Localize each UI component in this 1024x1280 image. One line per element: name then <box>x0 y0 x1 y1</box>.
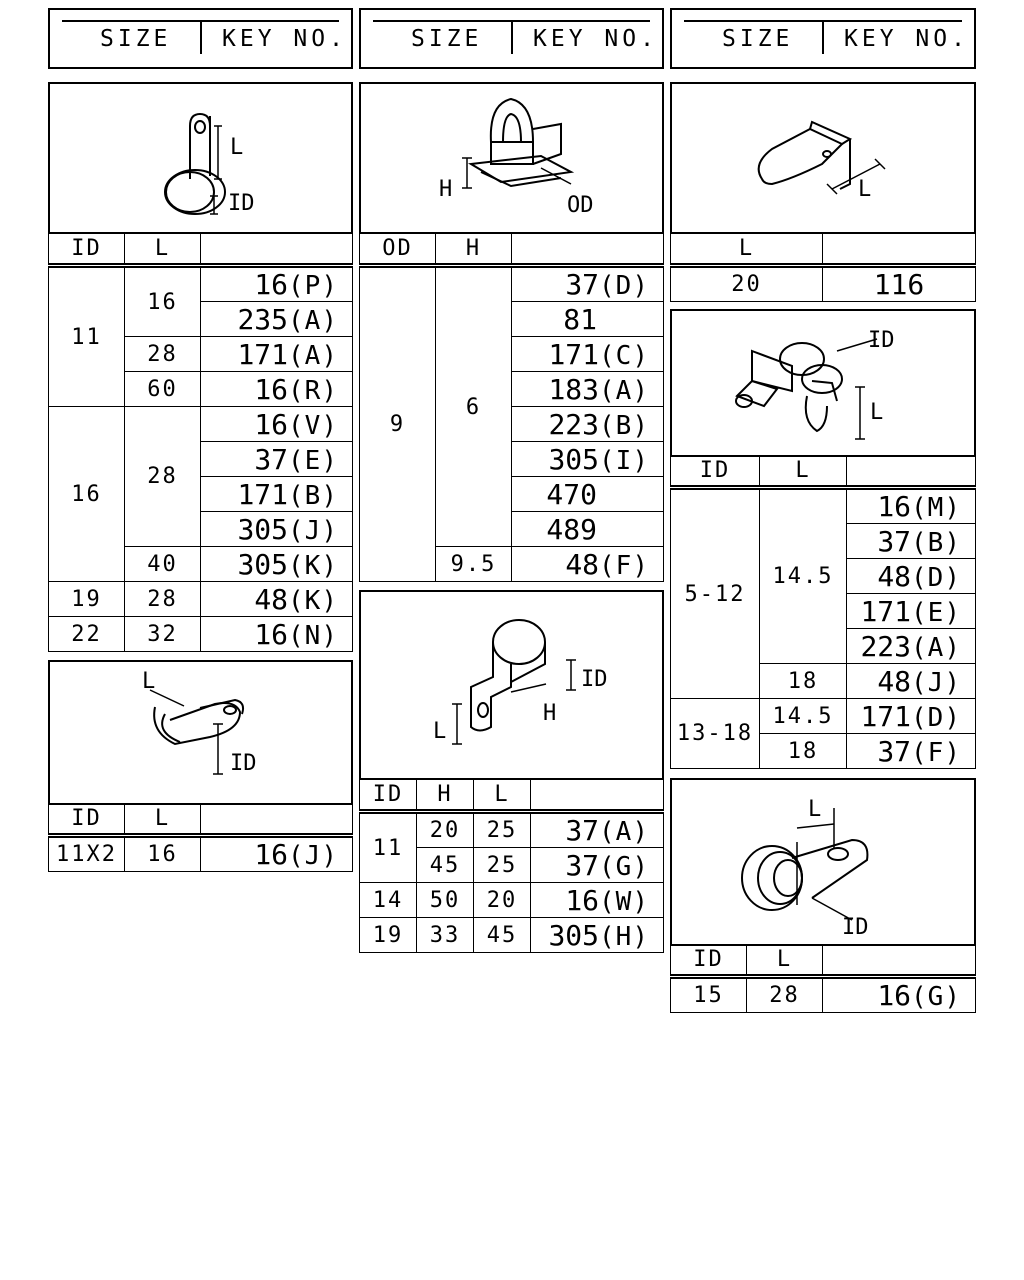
table-row: 60 16(R) <box>49 372 353 407</box>
table-row: 40 305(K) <box>49 547 353 582</box>
dim-h-label: H <box>439 177 453 202</box>
table-row: 11 16 16(P) <box>49 266 353 302</box>
dim-l-label: L <box>870 400 884 425</box>
clip-c-table <box>359 233 664 582</box>
clip-f-table <box>670 455 976 769</box>
dim-l-label: L <box>142 669 156 694</box>
table-row: 235(A) <box>49 302 353 337</box>
dim-l-label: L <box>433 719 447 744</box>
col-l: L <box>671 234 823 266</box>
col-od: OD <box>360 234 436 266</box>
dim-l-label: L <box>808 797 822 822</box>
clamp-b-drawing-panel <box>48 660 353 805</box>
col-key <box>847 456 976 488</box>
dim-id-label: ID <box>842 915 869 940</box>
table-row: 18 37(F) <box>671 734 976 769</box>
table-row: 37(E) <box>49 442 353 477</box>
table-row: 171(B) <box>49 477 353 512</box>
dim-id-label: ID <box>230 751 257 776</box>
col-key <box>201 804 353 836</box>
col-l: L <box>125 234 201 266</box>
table-row: 305(J) <box>49 512 353 547</box>
header-col-3 <box>670 8 976 69</box>
table-row: 37(B) <box>671 524 976 559</box>
table-row: 15 28 16(G) <box>671 977 976 1013</box>
col-h: H <box>436 234 512 266</box>
clamp-a-table <box>48 233 353 652</box>
offset-clamp-illustration <box>361 592 662 778</box>
table-row: 19 28 48(K) <box>49 582 353 617</box>
table-row: 9 6 37(D) <box>360 266 664 302</box>
table-row: 45 25 37(G) <box>360 848 664 883</box>
loop-clamp-illustration <box>50 662 351 803</box>
col-id: ID <box>671 945 747 977</box>
col-key <box>823 945 976 977</box>
col-id: ID <box>49 804 125 836</box>
table-row: 223(B) <box>360 407 664 442</box>
size-header: SIZE <box>100 26 172 52</box>
table-row: 183(A) <box>360 372 664 407</box>
table-row: 48(D) <box>671 559 976 594</box>
col-l: L <box>760 456 847 488</box>
dim-id-label: ID <box>868 328 895 353</box>
col-id: ID <box>360 780 417 812</box>
col-l: L <box>747 945 823 977</box>
clip-e-table <box>670 233 976 302</box>
header-col-1 <box>48 8 353 69</box>
table-row: 9.5 48(F) <box>360 547 664 582</box>
table-row: 22 32 16(N) <box>49 617 353 652</box>
table-row: 470 <box>360 477 664 512</box>
clip-e-drawing-panel <box>670 82 976 234</box>
clip-c-drawing-panel <box>359 82 664 234</box>
clamp-d-table <box>359 779 664 953</box>
col-key <box>201 234 353 266</box>
size-header: SIZE <box>411 26 483 52</box>
col-key <box>531 780 664 812</box>
key-no-header: KEY NO. <box>533 26 658 52</box>
table-row: 171(C) <box>360 337 664 372</box>
harness-clip-illustration <box>672 311 974 455</box>
dim-id-label: ID <box>228 191 255 216</box>
dim-l-label: L <box>858 177 872 202</box>
col-l: L <box>474 780 531 812</box>
dim-id-label: ID <box>581 667 608 692</box>
table-row: 14 50 20 16(W) <box>360 883 664 918</box>
clamp-a-drawing-panel <box>48 82 353 234</box>
clamp-g-table <box>670 944 976 1013</box>
table-row: 18 48(J) <box>671 664 976 699</box>
col-key <box>823 234 976 266</box>
table-row: 11X2 16 16(J) <box>49 836 353 872</box>
col-key <box>512 234 664 266</box>
spring-clip-illustration <box>672 84 974 232</box>
table-row: 16 28 16(V) <box>49 407 353 442</box>
header-col-2 <box>359 8 664 69</box>
table-row: 13-18 14.5 171(D) <box>671 699 976 734</box>
table-row: 489 <box>360 512 664 547</box>
col-id: ID <box>671 456 760 488</box>
dim-h-label: H <box>543 701 557 726</box>
key-no-header: KEY NO. <box>222 26 347 52</box>
key-no-header: KEY NO. <box>844 26 969 52</box>
table-row: 20 116 <box>671 266 976 302</box>
col-h: H <box>417 780 474 812</box>
clamp-g-drawing-panel <box>670 778 976 946</box>
clamp-d-drawing-panel <box>359 590 664 780</box>
table-row: 5-12 14.5 16(M) <box>671 488 976 524</box>
table-row: 11 20 25 37(A) <box>360 812 664 848</box>
col-id: ID <box>49 234 125 266</box>
grommet-clamp-illustration <box>672 780 974 944</box>
dim-od-label: OD <box>567 193 594 218</box>
table-row: 81 <box>360 302 664 337</box>
p-clamp-illustration <box>50 84 351 232</box>
table-row: 305(I) <box>360 442 664 477</box>
dim-l-label: L <box>230 135 244 160</box>
clamp-b-table <box>48 803 353 872</box>
table-row: 28 171(A) <box>49 337 353 372</box>
table-row: 223(A) <box>671 629 976 664</box>
push-clip-illustration <box>361 84 662 232</box>
clip-f-drawing-panel <box>670 309 976 457</box>
table-row: 19 33 45 305(H) <box>360 918 664 953</box>
table-row: 171(E) <box>671 594 976 629</box>
col-l: L <box>125 804 201 836</box>
size-header: SIZE <box>722 26 794 52</box>
